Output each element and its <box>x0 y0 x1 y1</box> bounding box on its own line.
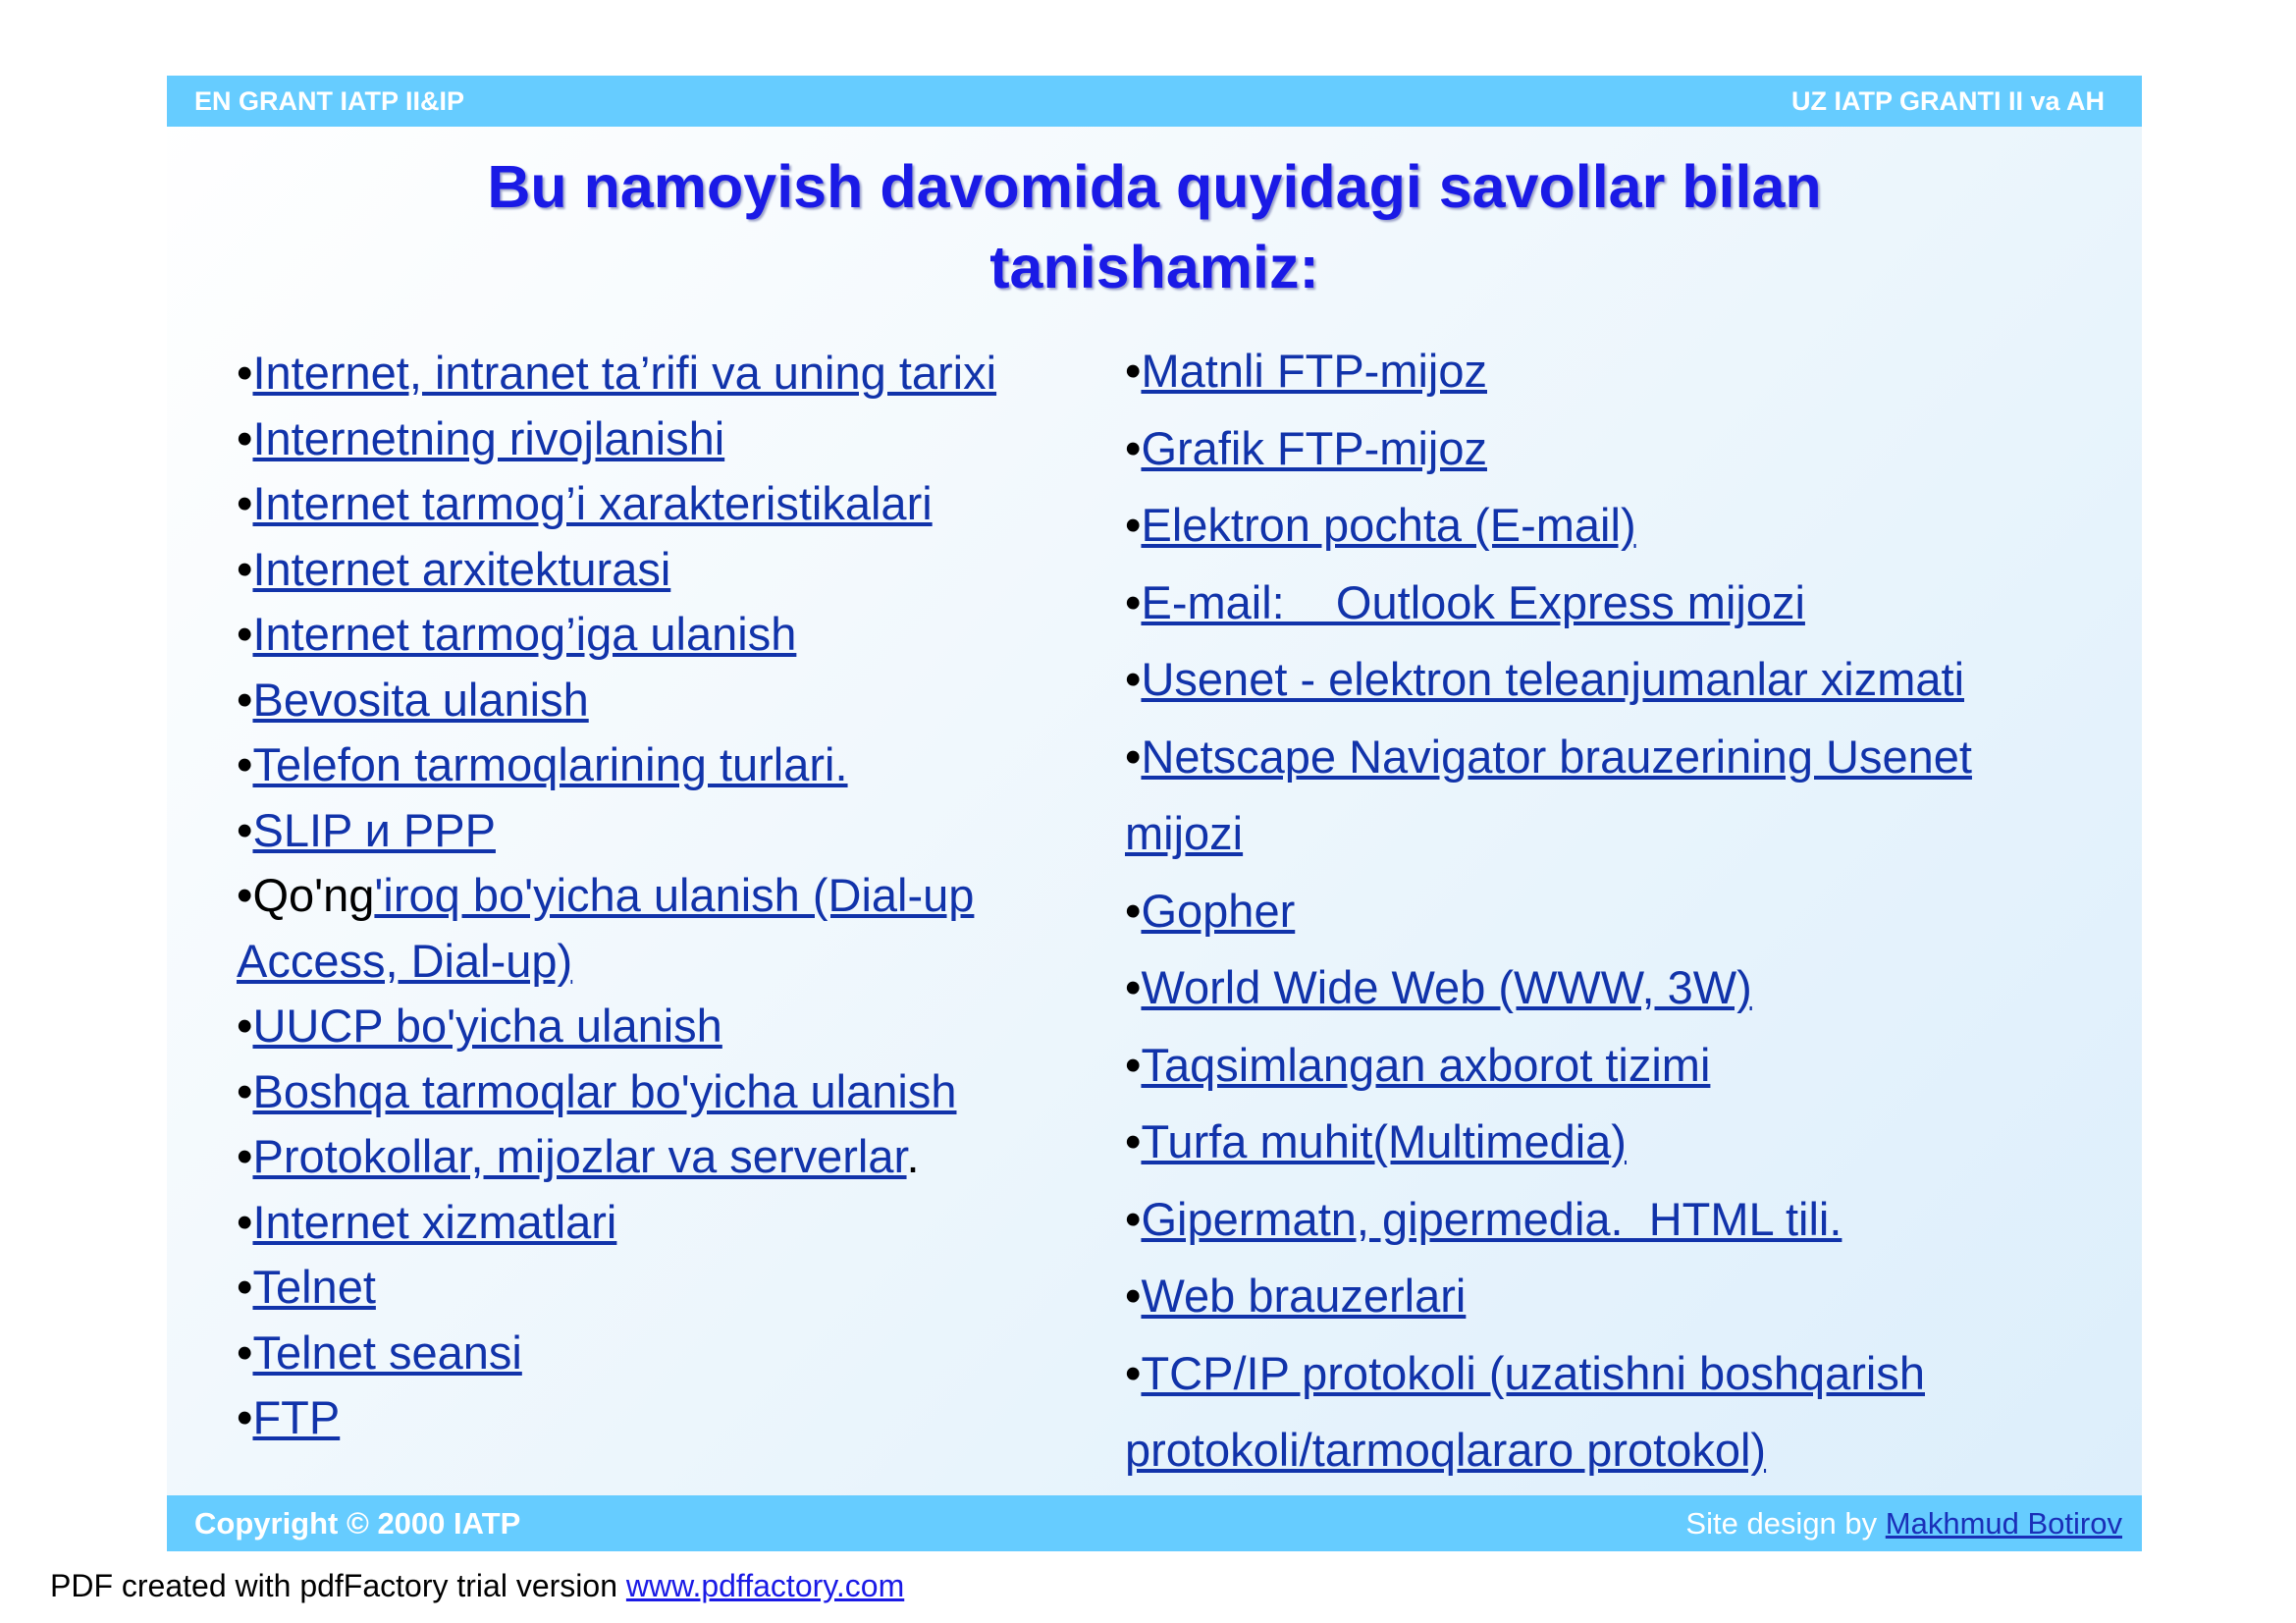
topic-link[interactable]: SLIP и PPP <box>252 803 496 856</box>
topic-link[interactable]: Turfa muhit(Multimedia) <box>1141 1115 1627 1167</box>
header-bar <box>167 76 2142 127</box>
topic-link[interactable]: Boshqa tarmoqlar bo'yicha ulanish <box>252 1064 957 1117</box>
list-item: •Internet xizmatlari <box>237 1195 617 1248</box>
list-item: •Internet tarmog’i xarakteristikalari <box>237 477 933 529</box>
topic-link[interactable]: Internetning rivojlanishi <box>252 411 725 464</box>
list-item: •Internet tarmog’iga ulanish <box>237 608 797 660</box>
list-item: •Telefon tarmoqlarining turlari. <box>237 738 848 790</box>
dialup-plain-text: Qo'ng <box>252 869 375 921</box>
topic-link[interactable]: Internet tarmog’i xarakteristikalari <box>252 477 933 529</box>
topic-link[interactable]: protokoli/tarmoqlararo protokol) <box>1125 1424 1767 1476</box>
topic-link[interactable]: Usenet - elektron teleanjumanlar xizmati <box>1141 653 1965 705</box>
topic-link[interactable]: Gipermatn, gipermedia. HTML tili. <box>1141 1192 1842 1245</box>
topic-link[interactable]: Gopher <box>1141 884 1296 937</box>
list-item-continuation <box>1125 795 1972 873</box>
topic-link[interactable]: Access, Dial-up) <box>237 934 573 987</box>
list-item: •Internet arxitekturasi <box>237 542 671 595</box>
list-item: •Internetning rivojlanishi <box>237 411 725 464</box>
topic-list-right <box>1125 333 1972 1489</box>
topic-link[interactable]: Bevosita ulanish <box>252 673 589 726</box>
topic-link[interactable]: TCP/IP protokoli (uzatishni boshqarish <box>1141 1346 1925 1399</box>
topic-link[interactable]: E-mail: Outlook Express mijozi <box>1141 575 1805 628</box>
footer-bar <box>167 1495 2142 1551</box>
list-item: •UUCP bo'yicha ulanish <box>237 1000 722 1052</box>
page-title <box>167 146 2142 307</box>
list-item: •Telnet seansi <box>237 1325 522 1379</box>
list-item: •Gopher <box>1125 884 1296 937</box>
topic-link[interactable]: Internet, intranet ta’rifi va uning tarixi <box>252 347 997 399</box>
list-item: •Matnli FTP-mijoz <box>1125 345 1487 397</box>
title-line-1: Bu namoyish davomida quyidagi savollar bilan <box>487 153 1822 220</box>
list-item: •Qo'ng'iroq bo'yicha ulanish (Dial-up <box>237 869 975 921</box>
topic-link[interactable]: Telefon tarmoqlarining turlari. <box>252 738 848 790</box>
list-item: •Taqsimlangan axborot tizimi <box>1125 1038 1711 1091</box>
designer-link[interactable]: Makhmud Botirov <box>1885 1506 2122 1541</box>
list-item: •E-mail: Outlook Express mijozi <box>1125 575 1805 628</box>
list-item: •Internet, intranet ta’rifi va uning tarixi <box>237 347 997 399</box>
topic-link[interactable]: UUCP bo'yicha ulanish <box>252 1000 722 1052</box>
list-item-continuation <box>1125 1412 1972 1489</box>
pdf-factory-note: PDF created with pdfFactory trial version www.pdffactory.com <box>50 1568 905 1603</box>
list-item: •Usenet - elektron teleanjumanlar xizmati <box>1125 653 1965 705</box>
pdffactory-link[interactable]: www.pdffactory.com <box>625 1568 905 1603</box>
list-item: •Telnet <box>237 1261 376 1313</box>
title-line-2: tanishamiz: <box>989 234 1319 300</box>
topic-link[interactable]: Taqsimlangan axborot tizimi <box>1141 1038 1711 1091</box>
topic-link[interactable]: 'iroq bo'yicha ulanish (Dial-up <box>374 869 975 921</box>
list-item: •Web brauzerlari <box>1125 1270 1467 1322</box>
topic-link[interactable]: Netscape Navigator brauzerining Usenet <box>1141 730 1972 783</box>
topic-link[interactable]: Matnli FTP-mijoz <box>1141 345 1487 397</box>
list-item: •Boshqa tarmoqlar bo'yicha ulanish <box>237 1064 957 1117</box>
topic-link[interactable]: mijozi <box>1125 807 1244 859</box>
topic-link[interactable]: Grafik FTP-mijoz <box>1141 421 1487 474</box>
list-item: •World Wide Web (WWW, 3W) <box>1125 961 1752 1013</box>
topic-link[interactable]: Internet tarmog’iga ulanish <box>252 608 797 660</box>
list-item: •Gipermatn, gipermedia. HTML tili. <box>1125 1192 1842 1245</box>
list-item-continuation <box>237 929 996 995</box>
list-item: •Turfa muhit(Multimedia) <box>1125 1115 1627 1167</box>
site-design-credit: Site design by Makhmud Botirov <box>1685 1506 2122 1541</box>
topic-link[interactable]: Elektron pochta (E-mail) <box>1141 499 1636 551</box>
list-item: •FTP <box>237 1391 341 1443</box>
topic-link[interactable]: FTP <box>252 1391 341 1443</box>
list-item: •Protokollar, mijozlar va serverlar. <box>237 1130 920 1182</box>
topic-link[interactable]: Internet xizmatlari <box>252 1195 617 1248</box>
topic-link[interactable]: Web brauzerlari <box>1141 1270 1467 1322</box>
topic-link[interactable]: Telnet seansi <box>252 1325 522 1379</box>
header-right: UZ IATP GRANTI II va AH <box>1790 86 2105 116</box>
list-item: •Netscape Navigator brauzerining Usenet <box>1125 730 1972 783</box>
topic-link[interactable]: World Wide Web (WWW, 3W) <box>1141 961 1752 1013</box>
header-left: EN GRANT IATP II&IP <box>194 86 465 116</box>
list-item: •TCP/IP protokoli (uzatishni boshqarish <box>1125 1346 1925 1399</box>
topic-list-left <box>237 341 996 1451</box>
list-item: •Grafik FTP-mijoz <box>1125 421 1487 474</box>
list-item: •Elektron pochta (E-mail) <box>1125 499 1636 551</box>
topic-link[interactable]: Telnet <box>252 1261 376 1313</box>
slide <box>167 76 2142 1551</box>
list-item: •SLIP и PPP <box>237 803 496 856</box>
list-item: •Bevosita ulanish <box>237 673 589 726</box>
topic-link[interactable]: Protokollar, mijozlar va serverlar <box>252 1130 907 1182</box>
topic-link[interactable]: Internet arxitekturasi <box>252 542 671 595</box>
copyright-text: Copyright © 2000 IATP <box>194 1506 521 1541</box>
